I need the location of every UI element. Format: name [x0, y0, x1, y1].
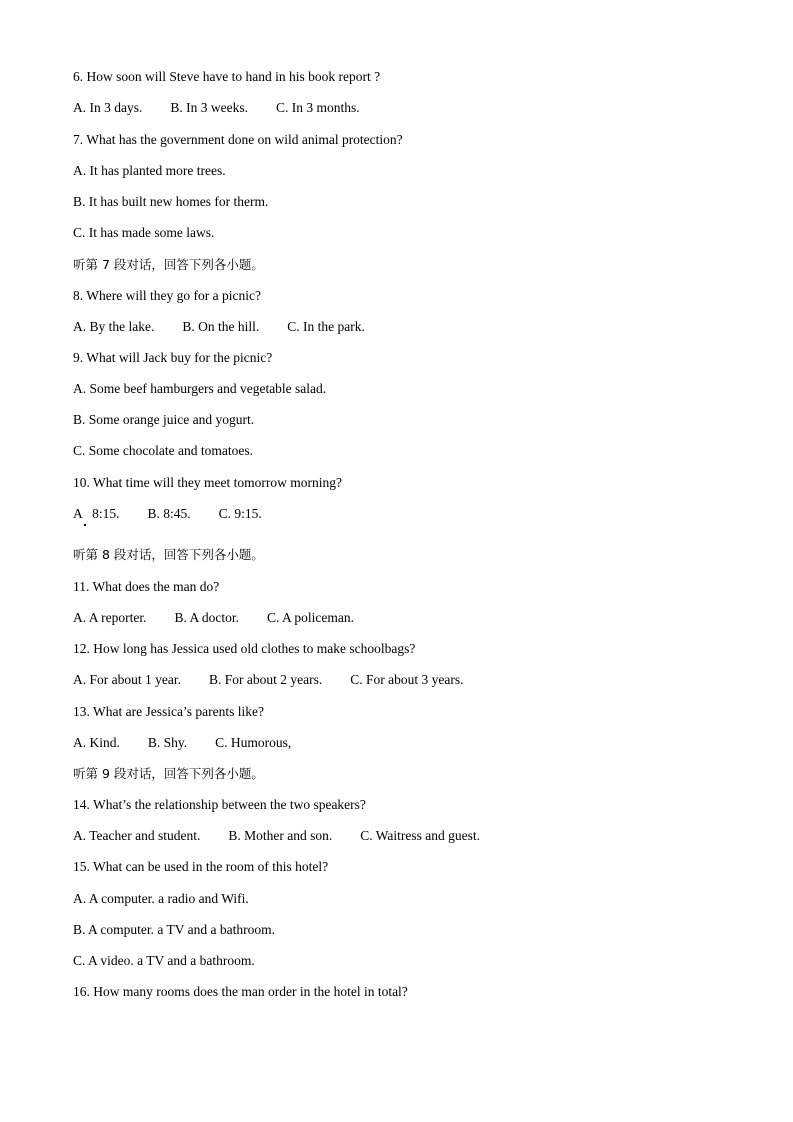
question-9: 9. What will Jack buy for the picnic?	[73, 350, 273, 365]
question-7-option-a: A. It has planted more trees.	[73, 163, 226, 178]
question-11: 11. What does the man do?	[73, 579, 220, 594]
question-9-option-c: C. Some chocolate and tomatoes.	[73, 443, 253, 458]
option-c: C. Waitress and guest.	[360, 828, 481, 843]
question-16: 16. How many rooms does the man order in the hotel in total?	[73, 984, 408, 999]
option-b: B. In 3 weeks.	[170, 100, 248, 115]
question-15: 15. What can be used in the room of this hotel?	[73, 859, 329, 874]
question-9-option-a: A. Some beef hamburgers and vegetable salad.	[73, 381, 327, 396]
option-c: C. For about 3 years.	[350, 672, 464, 687]
option-b: B. 8:45.	[147, 506, 191, 521]
question-10: 10. What time will they meet tomorrow morning?	[73, 475, 342, 490]
section-9-heading: 听第 9 段对话，回答下列各小题。	[73, 766, 264, 781]
question-8: 8. Where will they go for a picnic?	[73, 288, 261, 303]
option-b: B. A doctor.	[174, 610, 240, 625]
option-b: B. On the hill.	[182, 319, 260, 334]
question-15-option-c: C. A video. a TV and a bathroom.	[73, 953, 255, 968]
stray-dot	[84, 524, 86, 526]
section-8-heading: 听第 8 段对话，回答下列各小题。	[73, 547, 264, 562]
question-13-options	[73, 735, 291, 751]
option-b: B. For about 2 years.	[208, 672, 323, 687]
option-a: A 8:15.	[73, 506, 120, 521]
question-14-options	[73, 828, 480, 844]
question-9-option-b: B. Some orange juice and yogurt.	[73, 412, 255, 427]
question-10-options	[73, 506, 262, 522]
question-11-options	[73, 610, 354, 626]
question-14: 14. What’s the relationship between the two speakers?	[73, 797, 366, 812]
option-c: C. A policeman.	[267, 610, 355, 625]
question-7: 7. What has the government done on wild animal protection?	[73, 132, 403, 147]
option-a: A. In 3 days.	[73, 100, 143, 115]
option-c: C. 9:15.	[218, 506, 262, 521]
question-15-option-b: B. A computer. a TV and a bathroom.	[73, 922, 275, 937]
option-a: A. For about 1 year.	[73, 672, 181, 687]
option-c: C. In the park.	[287, 319, 365, 334]
question-12: 12. How long has Jessica used old clothes to make schoolbags?	[73, 641, 416, 656]
question-13: 13. What are Jessica’s parents like?	[73, 704, 264, 719]
option-a: A. Teacher and student.	[73, 828, 201, 843]
question-15-option-a: A. A computer. a radio and Wifi.	[73, 891, 249, 906]
question-7-option-b: B. It has built new homes for therm.	[73, 194, 269, 209]
question-6-options	[73, 100, 360, 116]
option-a: A. A reporter.	[73, 610, 147, 625]
option-b: B. Mother and son.	[228, 828, 333, 843]
option-b: B. Shy.	[147, 735, 188, 750]
option-a: A. By the lake.	[73, 319, 155, 334]
option-c: C. In 3 months.	[276, 100, 360, 115]
question-12-options	[73, 672, 463, 688]
question-8-options	[73, 319, 365, 335]
section-7-heading: 听第 7 段对话，回答下列各小题。	[73, 257, 264, 272]
option-c: C. Humorous,	[215, 735, 292, 750]
option-a: A. Kind.	[73, 735, 120, 750]
question-7-option-c: C. It has made some laws.	[73, 225, 215, 240]
question-6: 6. How soon will Steve have to hand in his book report ?	[73, 69, 381, 84]
